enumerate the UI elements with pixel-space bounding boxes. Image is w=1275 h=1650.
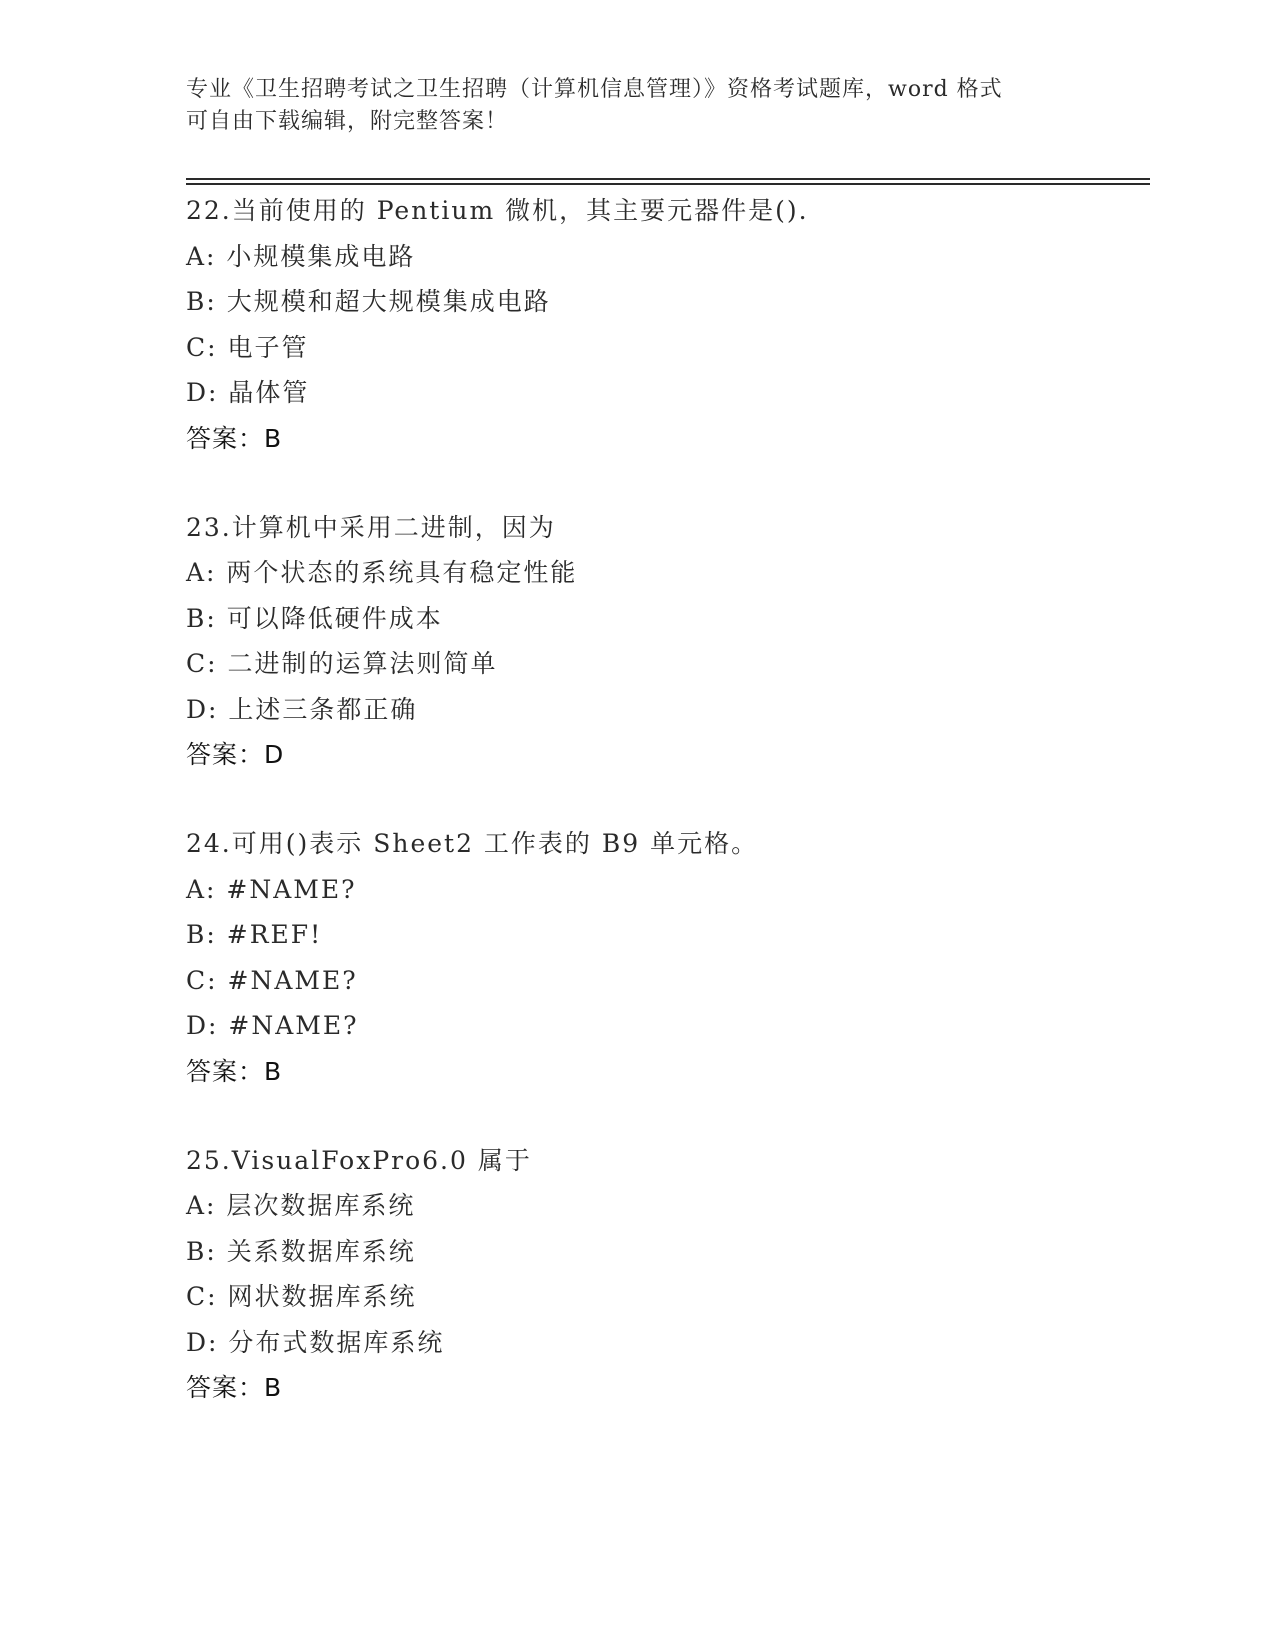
answer-line: 答案：D: [186, 740, 285, 769]
option-d: D: 晶体管: [186, 378, 310, 407]
question-24: [186, 821, 1146, 1094]
question-list: [186, 188, 1146, 1454]
option-c: C: 二进制的运算法则简单: [186, 649, 498, 678]
question-stem: 22.当前使用的 Pentium 微机，其主要元器件是().: [186, 196, 809, 225]
header-divider-bottom: [186, 183, 1150, 185]
question-stem: 23.计算机中采用二进制，因为: [186, 512, 556, 542]
option-c: C: 网状数据库系统: [186, 1282, 417, 1311]
answer-line: 答案：B: [186, 1373, 283, 1402]
question-stem: 25.VisualFoxPro6.0 属于: [186, 1145, 532, 1175]
header-line-1: 专业《卫生招聘考试之卫生招聘（计算机信息管理）》资格考试题库，word 格式: [186, 77, 1003, 102]
answer-line: 答案：B: [186, 423, 283, 453]
option-b: B: 大规模和超大规模集成电路: [186, 287, 551, 316]
header-line-2: 可自由下载编辑，附完整答案！: [186, 109, 509, 134]
header-divider-top: [186, 178, 1150, 180]
question-25: [186, 1138, 1146, 1411]
option-d: D: #NAME?: [186, 1011, 359, 1040]
question-23: [186, 505, 1146, 778]
question-stem: 24.可用()表示 Sheet2 工作表的 B9 单元格。: [186, 829, 759, 858]
option-a: A: 两个状态的系统具有稳定性能: [186, 558, 578, 587]
option-b: B: #REF!: [186, 920, 323, 949]
option-b: B: 可以降低硬件成本: [186, 603, 443, 633]
option-a: A: 小规模集成电路: [186, 241, 416, 271]
option-b: B: 关系数据库系统: [186, 1236, 416, 1266]
question-22: [186, 188, 1146, 461]
option-d: D: 上述三条都正确: [186, 694, 418, 724]
option-a: A: 层次数据库系统: [186, 1191, 416, 1220]
option-d: D: 分布式数据库系统: [186, 1327, 445, 1357]
document-header: [186, 74, 1086, 138]
option-c: C: 电子管: [186, 332, 309, 362]
option-a: A: #NAME?: [186, 874, 357, 904]
option-c: C: #NAME?: [186, 965, 358, 995]
answer-line: 答案：B: [186, 1056, 283, 1086]
